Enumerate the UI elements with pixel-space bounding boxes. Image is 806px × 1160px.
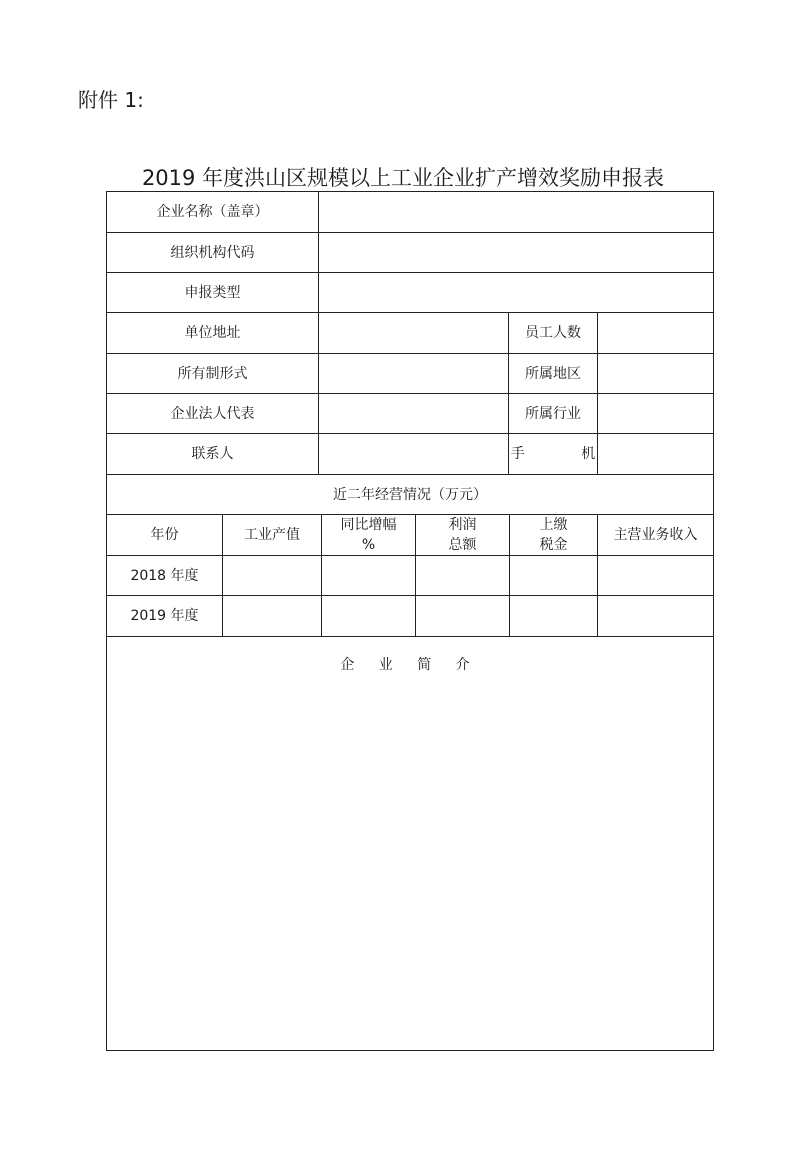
form-title: 2019 年度洪山区规模以上工业企业扩产增效奖励申报表 bbox=[141, 166, 665, 190]
header-tax: 上缴 税金 bbox=[510, 515, 598, 556]
header-profit: 利润 总额 bbox=[416, 515, 510, 556]
input-2018-growth[interactable] bbox=[322, 556, 416, 596]
label-industry: 所属行业 bbox=[509, 394, 598, 434]
input-apply-type[interactable] bbox=[319, 273, 713, 313]
ops-section-title: 近二年经营情况（万元） bbox=[107, 475, 713, 515]
row-year-2018: 2018 年度 bbox=[107, 556, 223, 596]
row-year-2019: 2019 年度 bbox=[107, 596, 223, 637]
input-2019-profit[interactable] bbox=[416, 596, 510, 637]
application-form-table bbox=[106, 191, 714, 1051]
label-legal-rep: 企业法人代表 bbox=[107, 394, 319, 434]
label-org-code: 组织机构代码 bbox=[107, 233, 319, 273]
input-contact[interactable] bbox=[319, 434, 509, 475]
input-2019-tax[interactable] bbox=[510, 596, 598, 637]
input-2019-output[interactable] bbox=[223, 596, 322, 637]
input-2019-revenue[interactable] bbox=[598, 596, 713, 637]
label-mobile: 手 机 bbox=[509, 434, 598, 475]
header-output: 工业产值 bbox=[223, 515, 322, 556]
label-contact: 联系人 bbox=[107, 434, 319, 475]
input-address[interactable] bbox=[319, 313, 509, 354]
input-2018-revenue[interactable] bbox=[598, 556, 713, 596]
label-address: 单位地址 bbox=[107, 313, 319, 354]
input-2018-profit[interactable] bbox=[416, 556, 510, 596]
input-employees[interactable] bbox=[598, 313, 713, 354]
label-company-name: 企业名称（盖章） bbox=[107, 192, 319, 233]
attachment-label: 附件 1: bbox=[78, 88, 144, 112]
input-industry[interactable] bbox=[598, 394, 713, 434]
header-year: 年份 bbox=[107, 515, 223, 556]
input-company-name[interactable] bbox=[319, 192, 713, 233]
input-ownership[interactable] bbox=[319, 354, 509, 394]
label-apply-type: 申报类型 bbox=[107, 273, 319, 313]
label-employees: 员工人数 bbox=[509, 313, 598, 354]
header-revenue: 主营业务收入 bbox=[598, 515, 713, 556]
label-region: 所属地区 bbox=[509, 354, 598, 394]
input-region[interactable] bbox=[598, 354, 713, 394]
company-intro-title: 企 业 简 介 bbox=[340, 657, 480, 673]
input-2018-output[interactable] bbox=[223, 556, 322, 596]
header-growth: 同比增幅 % bbox=[322, 515, 416, 556]
input-2018-tax[interactable] bbox=[510, 556, 598, 596]
input-2019-growth[interactable] bbox=[322, 596, 416, 637]
input-legal-rep[interactable] bbox=[319, 394, 509, 434]
input-mobile[interactable] bbox=[598, 434, 713, 475]
company-intro-area[interactable] bbox=[107, 637, 713, 1050]
input-org-code[interactable] bbox=[319, 233, 713, 273]
label-ownership: 所有制形式 bbox=[107, 354, 319, 394]
